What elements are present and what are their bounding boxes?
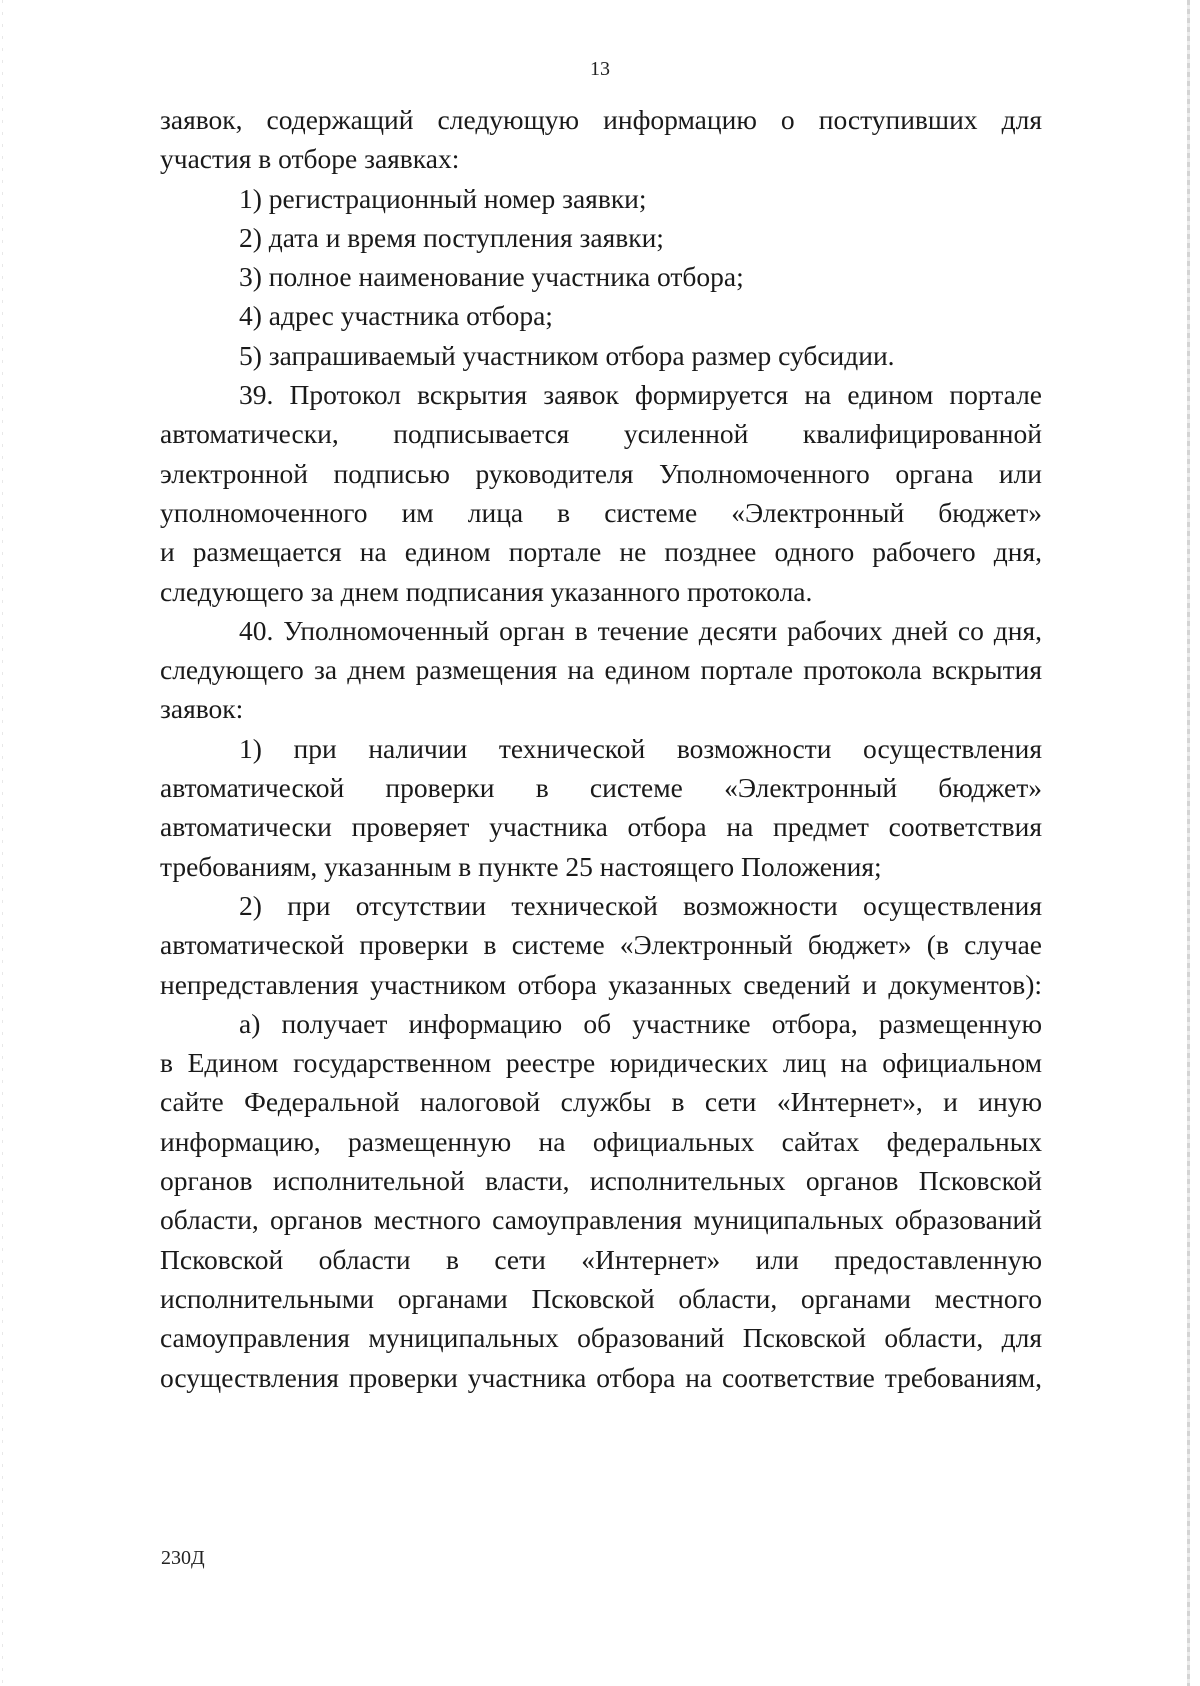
text-line: автоматической проверки в системе «Электронный бюджет» bbox=[160, 772, 1042, 804]
text-line: осуществления проверки участника отбора на соответствие требованиям, bbox=[160, 1361, 1042, 1393]
text-line: информацию, размещенную на официальных сайтах федеральных bbox=[160, 1125, 1042, 1157]
text-line: заявок, содержащий следующую информацию о поступивших для bbox=[160, 104, 1042, 135]
text-line: 1) регистрационный номер заявки; bbox=[239, 182, 647, 214]
text-line: области, органов местного самоуправления муниципальных образований bbox=[160, 1204, 1042, 1236]
text-line: самоуправления муниципальных образований Псковской области, для bbox=[160, 1322, 1042, 1354]
text-line: автоматической проверки в системе «Электронный бюджет» (в случае bbox=[160, 929, 1042, 961]
text-line: Псковской области в сети «Интернет» или предоставленную bbox=[160, 1243, 1042, 1275]
text-line: автоматически проверяет участника отбора на предмет соответствия bbox=[160, 811, 1042, 843]
text-line: следующего за днем размещения на едином портале протокола вскрытия bbox=[160, 654, 1042, 686]
text-line: заявок: bbox=[160, 693, 244, 725]
text-line: органов исполнительной власти, исполнительных органов Псковской bbox=[160, 1165, 1042, 1197]
footer-document-code: 230Д bbox=[161, 1547, 205, 1569]
text-line: участия в отборе заявках: bbox=[160, 143, 460, 175]
text-line: 3) полное наименование участника отбора; bbox=[239, 261, 744, 293]
text-line: сайте Федеральной налоговой службы в сети «Интернет», и иную bbox=[160, 1086, 1042, 1118]
text-line: следующего за днем подписания указанного протокола. bbox=[160, 575, 813, 607]
text-line: 1) при наличии технической возможности осуществления bbox=[239, 732, 1042, 764]
text-line: в Едином государственном реестре юридических лиц на официальном bbox=[160, 1047, 1042, 1079]
text-line: 2) при отсутствии технической возможности осуществления bbox=[239, 889, 1042, 921]
text-line: уполномоченного им лица в системе «Электронный бюджет» bbox=[160, 496, 1042, 528]
text-line: исполнительными органами Псковской области, органами местного bbox=[160, 1282, 1042, 1314]
scan-edge-right bbox=[1187, 0, 1190, 1686]
text-line: и размещается на едином портале не позднее одного рабочего дня, bbox=[160, 536, 1042, 568]
text-line: 5) запрашиваемый участником отбора размер субсидии. bbox=[239, 339, 895, 371]
text-line: 2) дата и время поступления заявки; bbox=[239, 221, 664, 253]
text-line: требованиям, указанным в пункте 25 настоящего Положения; bbox=[160, 850, 882, 882]
text-line: 40. Уполномоченный орган в течение десяти рабочих дней со дня, bbox=[239, 614, 1042, 646]
text-line: электронной подписью руководителя Уполномоченного органа или bbox=[160, 457, 1042, 489]
scan-edge-left bbox=[2, 0, 3, 1686]
text-line: 39. Протокол вскрытия заявок формируется на едином портале bbox=[239, 379, 1042, 411]
page-number: 13 bbox=[590, 58, 610, 80]
text-line: непредставления участником отбора указанных сведений и документов): bbox=[160, 968, 1042, 1000]
text-line: а) получает информацию об участнике отбора, размещенную bbox=[239, 1007, 1042, 1039]
text-line: автоматически, подписывается усиленной квалифицированной bbox=[160, 418, 1042, 450]
text-line: 4) адрес участника отбора; bbox=[239, 300, 553, 332]
document-body bbox=[160, 100, 1042, 1397]
